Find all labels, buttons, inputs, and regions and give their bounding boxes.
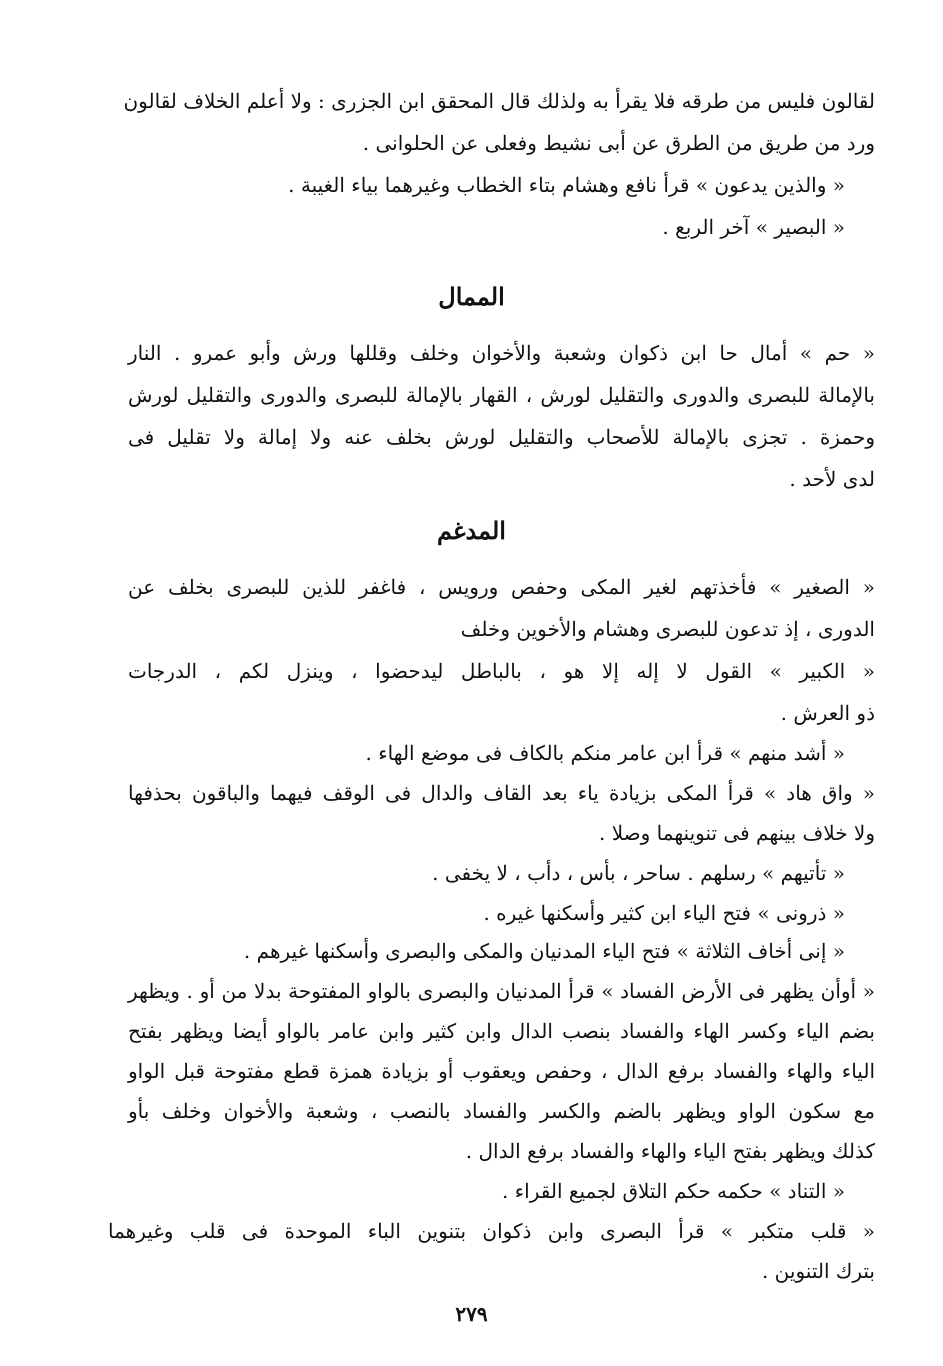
- text-line: ورد من طريق من الطرق عن أبى نشيط وفعلى عن الحلوانى .: [362, 131, 875, 155]
- page-number: ٢٧٩: [455, 1302, 488, 1326]
- text-line: « ذرونى » فتح الياء ابن كثير وأسكنها غيره .: [483, 901, 845, 925]
- text-line: بالإمالة للبصرى والدورى والتقليل لورش ، القهار بالإمالة للبصرى والدورى والتقليل لورش: [128, 383, 875, 407]
- text-line: « واق هاد » قرأ المكى بزيادة ياء بعد القاف والدال فى الوقف فيهما والباقون بحذفها: [128, 781, 875, 805]
- text-line: « أوأن يظهر فى الأرض الفساد » قرأ المدنيان والبصرى بالواو المفتوحة بدلا من أو . ويظهر: [128, 979, 875, 1003]
- text-line: لقالون فليس من طرقه فلا يقرأ به ولذلك قال المحقق ابن الجزرى : ولا أعلم الخلاف لقالون: [123, 89, 875, 113]
- text-line: « تأتيهم » رسلهم . ساحر ، بأس ، دأب ، لا يخفى .: [432, 861, 845, 885]
- text-line: بترك التنوين .: [761, 1259, 875, 1283]
- text-line: « البصير » آخر الربع .: [662, 215, 845, 239]
- text-line: لدى لأحد .: [789, 467, 875, 491]
- text-line: كذلك ويظهر بفتح الياء والهاء والفساد برفع الدال .: [465, 1139, 875, 1163]
- text-line: ذو العرش .: [780, 701, 875, 725]
- text-line: « أشد منهم » قرأ ابن عامر منكم بالكاف فى موضع الهاء .: [365, 741, 845, 765]
- text-line: ولا خلاف بينهم فى تنوينهما وصلا .: [599, 821, 875, 845]
- text-line: « الصغير » فأخذتهم لغير المكى وحفص ورويس ، فاغفر للذين للبصرى بخلف عن: [128, 575, 875, 599]
- text-line: « قلب متكبر » قرأ البصرى وابن ذكوان بتنوين الباء الموحدة فى قلب وغيرهما: [108, 1219, 875, 1243]
- text-line: وحمزة . تجزى بالإمالة للأصحاب والتقليل لورش بخلف عنه ولا إمالة ولا تقليل فى: [128, 425, 875, 449]
- text-line: مع سكون الواو ويظهر بالضم والكسر والفساد بالنصب ، وشعبة والأخوان وخلف بأو: [128, 1099, 875, 1123]
- text-line: الياء والهاء والفساد برفع الدال ، وحفص ويعقوب أو بزيادة همزة قطع مفتوحة قبل الواو: [128, 1059, 875, 1083]
- text-line: الدورى ، إذ تدعون للبصرى وهشام والأخوين وخلف: [460, 617, 875, 641]
- section-heading-mudgham: المدغم: [437, 516, 506, 545]
- text-line: « والذين يدعون » قرأ نافع وهشام بتاء الخطاب وغيرهما بياء الغيبة .: [288, 173, 845, 197]
- text-line: « الكبير » القول لا إله إلا هو ، بالباطل ليدحضوا ، وينزل لكم ، الدرجات: [128, 659, 875, 683]
- section-heading-mumal: الممال: [438, 282, 505, 311]
- text-line: بضم الياء وكسر الهاء والفساد بنصب الدال وابن كثير وابن عامر بالواو أيضا ويظهر بفتح: [128, 1019, 875, 1043]
- text-line: « التناد » حكمه حكم التلاق لجميع القراء .: [502, 1179, 845, 1203]
- text-line: « حم » أمال حا ابن ذكوان وشعبة والأخوان وخلف وقللها ورش وأبو عمرو . النار: [128, 341, 875, 365]
- text-line: « إنى أخاف الثلاثة » فتح الياء المدنيان والمكى والبصرى وأسكنها غيرهم .: [243, 939, 845, 963]
